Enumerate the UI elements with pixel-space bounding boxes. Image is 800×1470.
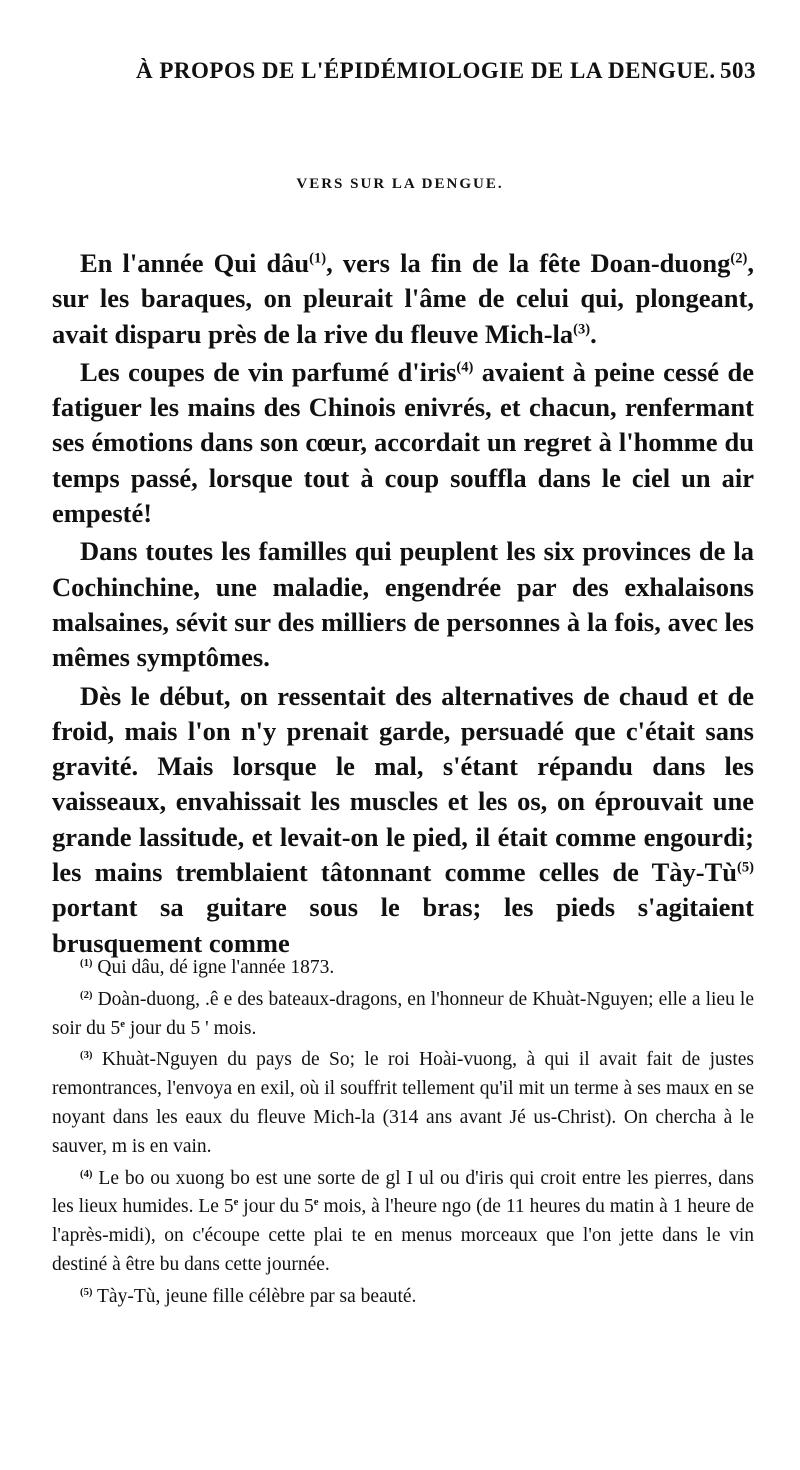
footnote-marker: (2) — [730, 250, 748, 267]
footnote — [52, 1165, 754, 1280]
text-run: Dès le début, on ressentait des alternatives de chaud et de froid, mais l'on n'y prenait garde, persuadé que c'était sans gravité. Mais lorsque le mal, s'étant répandu dans les vaisseaux, envahissait les muscles et les os, on éprouvait une grande lassitude, et levait-on le pied, il était comme engourdi; les mains tremblaient tâtonnant comme celles de Tày-Tù — [52, 680, 754, 888]
text-run: , vers la fin de la fête Doan-duong — [326, 248, 731, 278]
footnote — [52, 1283, 754, 1312]
text-run: mois, à l'heure ngo (de 11 heures du matin à 1 heure de l'après-midi), on c'écoupe cette plai te en menus morceaux que l'on jette dans le vin destiné à être bu dans cette journée. — [52, 1196, 754, 1275]
text-run: Tày-Tù, jeune fille célèbre par sa beauté. — [92, 1285, 417, 1307]
footnotes — [52, 954, 754, 1312]
text-run: Le bo ou xuong bo est une sorte de gl I ul ou d'iris qui croit entre les pierres, dans les lieux humides. Le 5 — [52, 1167, 754, 1218]
footnote-marker: e — [233, 1196, 239, 1209]
text-run: Qui dâu, dé igne l'année 1873. — [92, 957, 335, 978]
footnote-marker: (3) — [80, 1049, 93, 1062]
footnote-marker: (2) — [80, 988, 93, 1001]
text-run: Dans toutes les familles qui peuplent les six provinces de la Cochinchine, une maladie, engendrée par des exhalaisons malsaines, sévit sur des milliers de personnes à la fois, avec les mêmes symptômes. — [52, 536, 754, 673]
text-run: . — [590, 318, 597, 349]
paragraph — [52, 355, 754, 531]
footnote — [52, 986, 754, 1044]
footnote-marker: (5) — [80, 1285, 93, 1298]
text-run: , sur les baraques, on pleurait l'âme de celui qui, plongeant, avait disparu près de la rive du fleuve Mich-la — [52, 248, 755, 349]
footnote-marker: (3) — [573, 321, 591, 338]
footnote-marker: (5) — [737, 859, 754, 876]
footnote — [52, 1046, 754, 1161]
body-text — [52, 246, 754, 961]
text-run: En l'année Qui dâu — [80, 248, 310, 278]
section-title: VERS SUR LA DENGUE. — [296, 176, 504, 192]
footnote — [52, 954, 754, 983]
text-run: jour du 5 ' mois. — [125, 1017, 257, 1039]
page-number: 503 — [720, 58, 756, 83]
footnote-marker: (1) — [80, 957, 93, 970]
text-run: portant sa guitare sous le bras; les pieds s'agitaient brusquement comme — [52, 892, 754, 958]
text-run: Khuàt-Nguyen du pays de So; le roi Hoài-vuong, à qui il avait fait de justes remontrances, l'envoya en exil, où il souffrit tellement qu'il mit un terme à ses maux en se noyant dans les eaux du fleuve Mich-la (314 ans avant Jé us-Christ). On chercha à le sauver, m is en vain. — [52, 1049, 754, 1157]
footnote-marker: e — [313, 1196, 319, 1209]
running-title: À PROPOS DE L'ÉPIDÉMIOLOGIE DE LA DENGUE. — [136, 58, 716, 83]
running-header — [136, 52, 756, 92]
text-run: Les coupes de vin parfumé d'iris — [80, 356, 457, 387]
footnote-marker: (4) — [456, 359, 474, 376]
text-run: Doàn-duong, .ê e des bateaux-dragons, en l'honneur de Khuàt-Nguyen; elle a lieu le soir du 5 — [52, 988, 754, 1039]
paragraph — [52, 246, 754, 352]
text-run: avaient à peine cessé de fatiguer les mains des Chinois enivrés, et chacun, renfermant ses émotions dans son cœur, accordait un regret à l'homme du temps passé, lorsque tout à coup souffla dans le ciel un air empesté! — [52, 356, 755, 529]
text-run: jour du 5 — [238, 1196, 314, 1218]
paragraph — [52, 679, 754, 961]
paragraph — [52, 534, 754, 675]
footnote-marker: (1) — [309, 250, 327, 267]
footnote-marker: e — [120, 1017, 126, 1030]
footnote-marker: (4) — [80, 1167, 93, 1180]
